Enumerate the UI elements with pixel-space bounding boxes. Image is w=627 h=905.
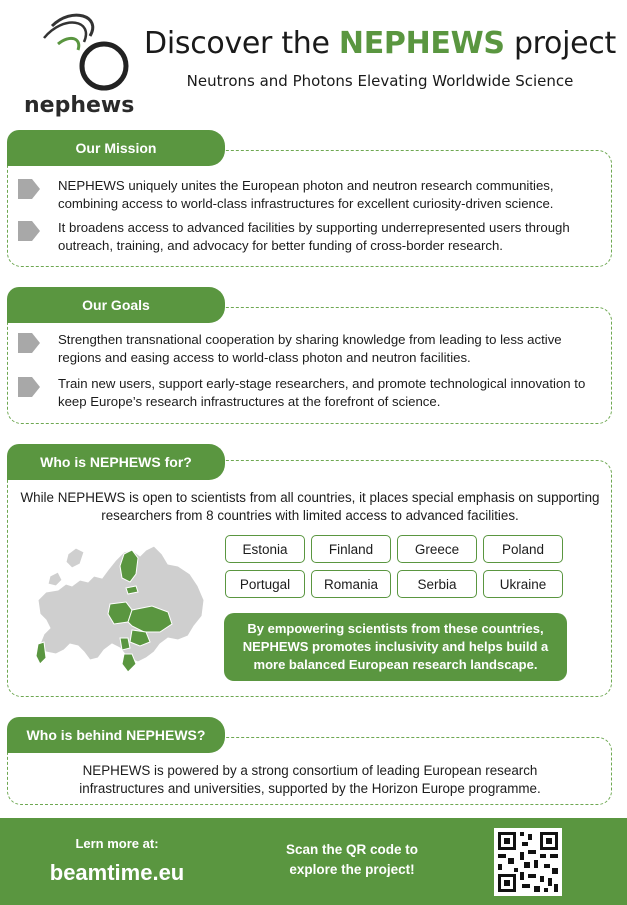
behind-heading: Who is behind NEPHEWS? — [7, 717, 225, 753]
map-estonia — [126, 586, 138, 594]
country-estonia: Estonia — [225, 535, 305, 563]
arrow-bullet-icon — [18, 221, 40, 241]
map-serbia — [120, 638, 130, 650]
arrow-bullet-icon — [18, 377, 40, 397]
audience-intro: While NEPHEWS is open to scientists from all countries, it places special emphasis on supporting researchers from 8 countries with limited access to advanced facilities. — [20, 490, 600, 523]
arrow-bullet-icon — [18, 333, 40, 353]
page-subtitle: Neutrons and Photons Elevating Worldwide Science — [186, 72, 574, 90]
country-portugal: Portugal — [225, 570, 305, 598]
footer — [0, 818, 627, 905]
behind-text: NEPHEWS is powered by a strong consortium of leading European research infrastructures and universities, supported by the Horizon Europe programme. — [79, 763, 541, 796]
country-poland: Poland — [483, 535, 563, 563]
inclusivity-callout: By empowering scientists from these countries, NEPHEWS promotes inclusivity and helps build a more balanced European research landscape. — [224, 613, 567, 681]
country-serbia: Serbia — [397, 570, 477, 598]
page-title: Discover the NEPHEWS project — [144, 26, 616, 61]
goals-bullet: Strengthen transnational cooperation by sharing knowledge from leading to less active regions and easing access to world-class photon and neutron facilities. — [18, 331, 578, 367]
country-romania: Romania — [311, 570, 391, 598]
country-greece: Greece — [397, 535, 477, 563]
qr-code[interactable] — [494, 828, 562, 896]
country-finland: Finland — [311, 535, 391, 563]
arrow-bullet-icon — [18, 179, 40, 199]
europe-map — [28, 540, 208, 680]
learn-more-label: Lern more at: — [75, 836, 159, 851]
map-portugal — [36, 642, 46, 664]
country-ukraine: Ukraine — [483, 570, 563, 598]
svg-text:nephews: nephews — [24, 93, 135, 118]
scan-qr-text: Scan the QR code to explore the project! — [285, 842, 419, 877]
mission-bullet: NEPHEWS uniquely unites the European photon and neutron research communities, combining access to world-class infrastructures for excellent curiosity-driven science. — [18, 177, 598, 213]
goals-heading: Our Goals — [7, 287, 225, 323]
website-link[interactable]: beamtime.eu — [49, 860, 185, 885]
goals-bullet: Train new users, support early-stage researchers, and promote technological innovation to keep Europe’s research infrastructures at the forefront of science. — [18, 375, 598, 411]
audience-heading: Who is NEPHEWS for? — [7, 444, 225, 480]
mission-heading: Our Mission — [7, 130, 225, 166]
nephews-logo — [22, 8, 142, 118]
mission-bullet: It broadens access to advanced facilities by supporting underrepresented users through outreach, training, and advocacy for better funding of cross-border research. — [18, 219, 598, 255]
